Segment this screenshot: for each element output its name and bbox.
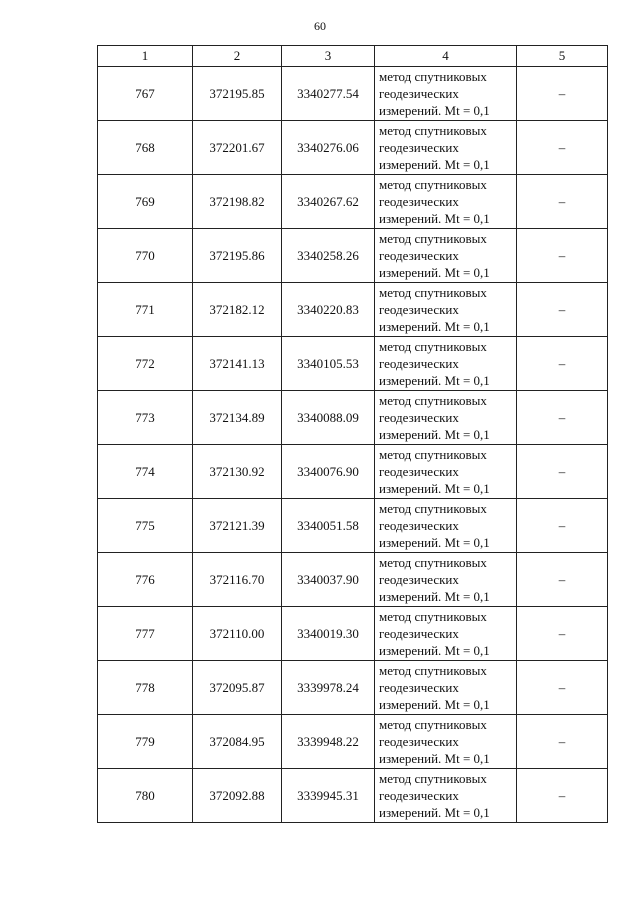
method-line: измерений. Mt = 0,1 <box>379 589 490 604</box>
table-row <box>98 445 608 499</box>
method-cell <box>375 283 517 337</box>
point-number-cell: 776 <box>98 553 193 607</box>
table-row <box>98 715 608 769</box>
point-number-cell: 767 <box>98 67 193 121</box>
method-line: измерений. Mt = 0,1 <box>379 103 490 118</box>
point-number-cell: 778 <box>98 661 193 715</box>
method-line: геодезических <box>379 356 459 371</box>
note-cell: – <box>517 337 608 391</box>
x-coordinate-cell: 372084.95 <box>193 715 282 769</box>
y-coordinate-cell: 3340088.09 <box>282 391 375 445</box>
coordinates-table <box>97 45 608 823</box>
point-number-cell: 780 <box>98 769 193 823</box>
method-line: геодезических <box>379 194 459 209</box>
method-line: геодезических <box>379 572 459 587</box>
method-line: геодезических <box>379 734 459 749</box>
method-cell <box>375 445 517 499</box>
method-cell <box>375 769 517 823</box>
point-number-cell: 775 <box>98 499 193 553</box>
table-row <box>98 553 608 607</box>
note-cell: – <box>517 391 608 445</box>
method-line: измерений. Mt = 0,1 <box>379 643 490 658</box>
x-coordinate-cell: 372198.82 <box>193 175 282 229</box>
y-coordinate-cell: 3340276.06 <box>282 121 375 175</box>
method-cell <box>375 553 517 607</box>
method-line: метод спутниковых <box>379 717 487 732</box>
x-coordinate-cell: 372195.85 <box>193 67 282 121</box>
note-cell: – <box>517 715 608 769</box>
method-line: геодезических <box>379 788 459 803</box>
method-line: геодезических <box>379 248 459 263</box>
y-coordinate-cell: 3339978.24 <box>282 661 375 715</box>
method-line: геодезических <box>379 464 459 479</box>
method-cell <box>375 67 517 121</box>
method-line: метод спутниковых <box>379 393 487 408</box>
x-coordinate-cell: 372116.70 <box>193 553 282 607</box>
method-line: измерений. Mt = 0,1 <box>379 805 490 820</box>
note-cell: – <box>517 445 608 499</box>
method-line: измерений. Mt = 0,1 <box>379 211 490 226</box>
table-body <box>98 67 608 823</box>
method-line: геодезических <box>379 86 459 101</box>
column-header-3: 3 <box>282 46 375 67</box>
method-line: метод спутниковых <box>379 123 487 138</box>
method-cell <box>375 337 517 391</box>
method-line: метод спутниковых <box>379 555 487 570</box>
table-row <box>98 769 608 823</box>
method-cell <box>375 499 517 553</box>
point-number-cell: 779 <box>98 715 193 769</box>
point-number-cell: 773 <box>98 391 193 445</box>
method-line: измерений. Mt = 0,1 <box>379 157 490 172</box>
column-header-1: 1 <box>98 46 193 67</box>
note-cell: – <box>517 67 608 121</box>
y-coordinate-cell: 3340220.83 <box>282 283 375 337</box>
point-number-cell: 774 <box>98 445 193 499</box>
note-cell: – <box>517 607 608 661</box>
method-line: геодезических <box>379 626 459 641</box>
table-header-row <box>98 46 608 67</box>
method-line: метод спутниковых <box>379 231 487 246</box>
table-row <box>98 67 608 121</box>
table-row <box>98 337 608 391</box>
method-line: метод спутниковых <box>379 447 487 462</box>
x-coordinate-cell: 372095.87 <box>193 661 282 715</box>
method-cell <box>375 661 517 715</box>
method-line: метод спутниковых <box>379 177 487 192</box>
point-number-cell: 777 <box>98 607 193 661</box>
note-cell: – <box>517 283 608 337</box>
y-coordinate-cell: 3340105.53 <box>282 337 375 391</box>
method-line: метод спутниковых <box>379 339 487 354</box>
note-cell: – <box>517 661 608 715</box>
method-line: метод спутниковых <box>379 609 487 624</box>
point-number-cell: 771 <box>98 283 193 337</box>
y-coordinate-cell: 3340051.58 <box>282 499 375 553</box>
note-cell: – <box>517 769 608 823</box>
table-row <box>98 121 608 175</box>
note-cell: – <box>517 553 608 607</box>
method-cell <box>375 229 517 283</box>
column-header-5: 5 <box>517 46 608 67</box>
method-line: измерений. Mt = 0,1 <box>379 535 490 550</box>
method-line: измерений. Mt = 0,1 <box>379 373 490 388</box>
method-line: геодезических <box>379 680 459 695</box>
method-cell <box>375 121 517 175</box>
y-coordinate-cell: 3339945.31 <box>282 769 375 823</box>
method-line: метод спутниковых <box>379 69 487 84</box>
method-line: измерений. Mt = 0,1 <box>379 697 490 712</box>
method-line: метод спутниковых <box>379 771 487 786</box>
table-row <box>98 391 608 445</box>
method-cell <box>375 175 517 229</box>
method-line: метод спутниковых <box>379 501 487 516</box>
note-cell: – <box>517 229 608 283</box>
column-header-2: 2 <box>193 46 282 67</box>
method-cell <box>375 715 517 769</box>
table-row <box>98 499 608 553</box>
method-cell <box>375 391 517 445</box>
x-coordinate-cell: 372134.89 <box>193 391 282 445</box>
y-coordinate-cell: 3340019.30 <box>282 607 375 661</box>
point-number-cell: 769 <box>98 175 193 229</box>
y-coordinate-cell: 3340037.90 <box>282 553 375 607</box>
column-header-4: 4 <box>375 46 517 67</box>
y-coordinate-cell: 3340267.62 <box>282 175 375 229</box>
y-coordinate-cell: 3339948.22 <box>282 715 375 769</box>
x-coordinate-cell: 372195.86 <box>193 229 282 283</box>
method-line: геодезических <box>379 140 459 155</box>
table-row <box>98 229 608 283</box>
note-cell: – <box>517 121 608 175</box>
method-line: измерений. Mt = 0,1 <box>379 319 490 334</box>
x-coordinate-cell: 372110.00 <box>193 607 282 661</box>
table-row <box>98 175 608 229</box>
method-line: измерений. Mt = 0,1 <box>379 427 490 442</box>
x-coordinate-cell: 372092.88 <box>193 769 282 823</box>
x-coordinate-cell: 372141.13 <box>193 337 282 391</box>
method-cell <box>375 607 517 661</box>
point-number-cell: 772 <box>98 337 193 391</box>
point-number-cell: 768 <box>98 121 193 175</box>
page-number: 60 <box>314 19 326 33</box>
method-line: геодезических <box>379 302 459 317</box>
method-line: измерений. Mt = 0,1 <box>379 751 490 766</box>
table-row <box>98 607 608 661</box>
method-line: геодезических <box>379 518 459 533</box>
method-line: измерений. Mt = 0,1 <box>379 265 490 280</box>
x-coordinate-cell: 372182.12 <box>193 283 282 337</box>
table-row <box>98 283 608 337</box>
point-number-cell: 770 <box>98 229 193 283</box>
note-cell: – <box>517 175 608 229</box>
method-line: метод спутниковых <box>379 285 487 300</box>
x-coordinate-cell: 372201.67 <box>193 121 282 175</box>
note-cell: – <box>517 499 608 553</box>
table-row <box>98 661 608 715</box>
method-line: измерений. Mt = 0,1 <box>379 481 490 496</box>
y-coordinate-cell: 3340258.26 <box>282 229 375 283</box>
method-line: метод спутниковых <box>379 663 487 678</box>
x-coordinate-cell: 372130.92 <box>193 445 282 499</box>
method-line: геодезических <box>379 410 459 425</box>
x-coordinate-cell: 372121.39 <box>193 499 282 553</box>
y-coordinate-cell: 3340277.54 <box>282 67 375 121</box>
y-coordinate-cell: 3340076.90 <box>282 445 375 499</box>
